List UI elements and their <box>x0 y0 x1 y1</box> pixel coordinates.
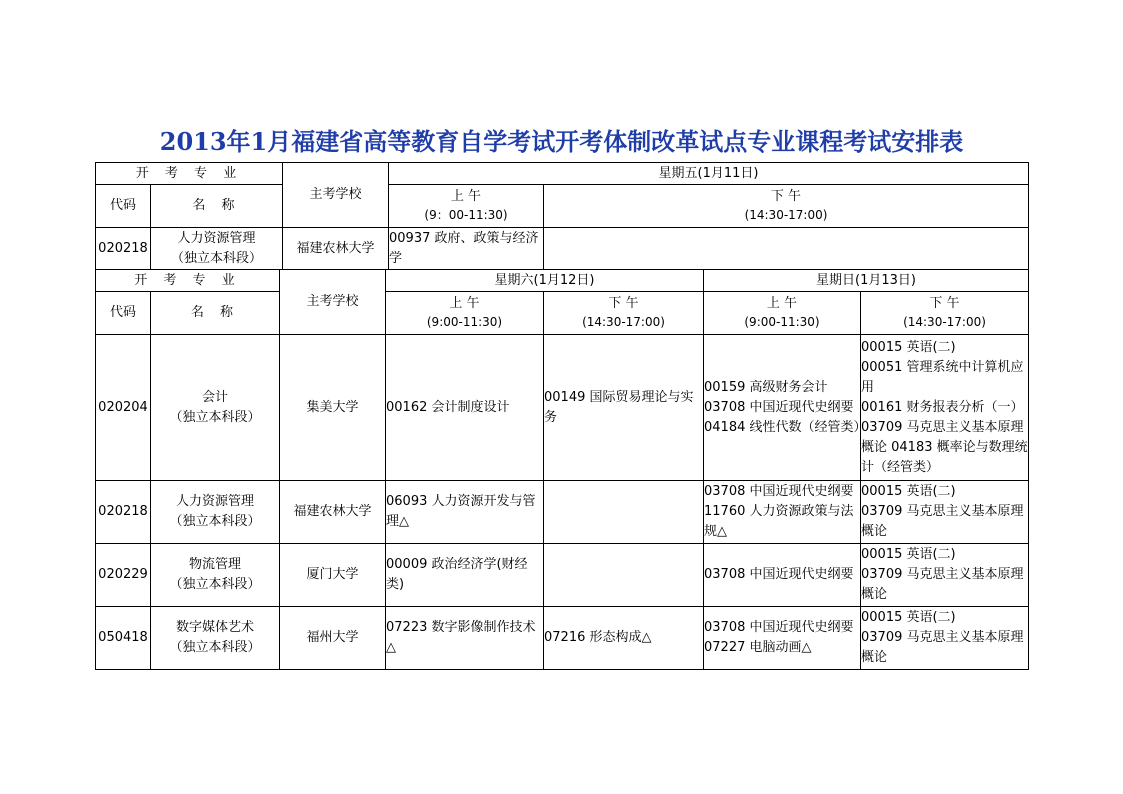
pm-time: (14:30-17:00) <box>744 208 828 222</box>
row-name: 物流管理 （独立本科段） <box>151 544 280 607</box>
row-school: 集美大学 <box>280 335 386 481</box>
row-sunday-pm: 00015 英语(二) 00051 管理系统中计算机应用 00161 财务报表分析（一） 03709 马克思主义基本原理概论 04183 概率论与数理统计（经管类） <box>861 335 1029 481</box>
header-code: 代码 <box>96 292 151 335</box>
pm-label: 下 午 <box>608 296 639 311</box>
am-label: 上 午 <box>766 296 798 311</box>
row-sunday-am: 03708 中国近现代史纲要 <box>704 544 861 607</box>
row-saturday-pm: 07216 形态构成△ <box>544 607 704 670</box>
am-time: (9:00-11:30) <box>426 315 503 329</box>
header-pm <box>544 185 1029 228</box>
row-saturday-am: 00009 政治经济学(财经类) <box>386 544 544 607</box>
am-label: 上 午 <box>450 189 482 204</box>
row-saturday-pm <box>544 544 704 607</box>
row-school: 福建农林大学 <box>280 481 386 544</box>
header-day-saturday: 星期六(1月12日) <box>386 270 704 292</box>
row-saturday-am: 06093 人力资源开发与管理△ <box>386 481 544 544</box>
row-sunday-am: 03708 中国近现代史纲要 07227 电脑动画△ <box>704 607 861 670</box>
row-sunday-pm: 00015 英语(二) 03709 马克思主义基本原理概论 <box>861 481 1029 544</box>
row-name: 会计 （独立本科段） <box>151 335 280 481</box>
row-code: 020218 <box>96 228 151 270</box>
header-day-friday: 星期五(1月11日) <box>389 163 1029 185</box>
header-sunday-pm <box>861 292 1029 335</box>
row-saturday-am: 07223 数字影像制作技术△ <box>386 607 544 670</box>
row-friday-am: 00937 政府、政策与经济学 <box>389 228 544 270</box>
row-school: 厦门大学 <box>280 544 386 607</box>
am-time: (9:00-11:30) <box>744 315 820 329</box>
row-saturday-pm: 00149 国际贸易理论与实务 <box>544 335 704 481</box>
header-day-sunday: 星期日(1月13日) <box>704 270 1029 292</box>
schedule-table-friday <box>95 162 1029 270</box>
header-saturday-pm <box>544 292 704 335</box>
schedule-table-weekend <box>95 269 1029 670</box>
header-major: 开 考 专 业 <box>96 270 280 292</box>
header-am <box>389 185 544 228</box>
row-school: 福州大学 <box>280 607 386 670</box>
pm-label: 下 午 <box>929 296 960 311</box>
row-sunday-am: 00159 高级财务会计 03708 中国近现代史纲要 04184 线性代数（经管类） <box>704 335 861 481</box>
am-time: (9：00-11:30) <box>424 208 508 222</box>
header-saturday-am <box>386 292 544 335</box>
header-name: 名 称 <box>151 185 283 228</box>
page-title: 2013年1月福建省高等教育自学考试开考体制改革试点专业课程考试安排表 <box>159 127 964 156</box>
row-code: 020229 <box>96 544 151 607</box>
row-saturday-pm <box>544 481 704 544</box>
row-sunday-pm: 00015 英语(二) 03709 马克思主义基本原理概论 <box>861 544 1029 607</box>
row-code: 050418 <box>96 607 151 670</box>
row-friday-pm <box>544 228 1029 270</box>
table-row <box>96 607 1029 670</box>
row-code: 020218 <box>96 481 151 544</box>
header-school: 主考学校 <box>283 163 389 228</box>
header-code: 代码 <box>96 185 151 228</box>
row-sunday-pm: 00015 英语(二) 03709 马克思主义基本原理概论 <box>861 607 1029 670</box>
am-label: 上 午 <box>449 296 480 311</box>
pm-time: (14:30-17:00) <box>582 315 665 329</box>
pm-time: (14:30-17:00) <box>903 315 986 329</box>
row-school: 福建农林大学 <box>283 228 389 270</box>
table-row <box>96 481 1029 544</box>
pm-label: 下 午 <box>770 189 802 204</box>
row-saturday-am: 00162 会计制度设计 <box>386 335 544 481</box>
header-school: 主考学校 <box>280 270 386 335</box>
header-major: 开 考 专 业 <box>96 163 283 185</box>
table-row <box>96 228 1029 270</box>
row-sunday-am: 03708 中国近现代史纲要 11760 人力资源政策与法规△ <box>704 481 861 544</box>
row-code: 020204 <box>96 335 151 481</box>
table-row <box>96 544 1029 607</box>
row-name: 数字媒体艺术 （独立本科段） <box>151 607 280 670</box>
row-name: 人力资源管理 （独立本科段） <box>151 481 280 544</box>
header-sunday-am <box>704 292 861 335</box>
row-name: 人力资源管理 （独立本科段） <box>151 228 283 270</box>
table-row <box>96 335 1029 481</box>
header-name: 名 称 <box>151 292 280 335</box>
